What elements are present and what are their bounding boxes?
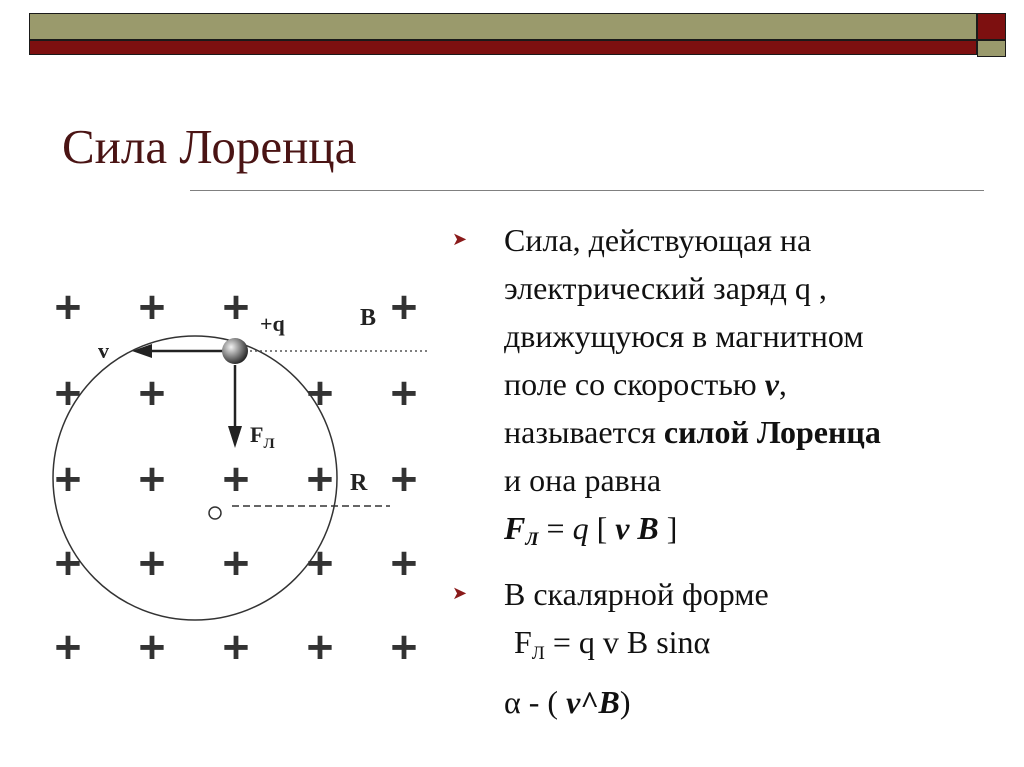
force-arrowhead bbox=[228, 426, 242, 448]
field-cross: + bbox=[53, 459, 83, 499]
field-cross: + bbox=[389, 543, 419, 583]
chevron-right-icon: ➤ bbox=[452, 583, 468, 604]
field-cross: + bbox=[137, 627, 167, 667]
field-cross: + bbox=[305, 543, 335, 583]
header-bar-red bbox=[29, 40, 977, 55]
field-cross: + bbox=[221, 627, 251, 667]
field-cross: + bbox=[137, 543, 167, 583]
bullet2-line1: В скалярной форме bbox=[504, 576, 769, 612]
field-cross: + bbox=[305, 373, 335, 413]
header-square-red bbox=[977, 13, 1006, 40]
header-bar-olive bbox=[29, 13, 977, 40]
bullet-item-definition bbox=[452, 216, 1012, 564]
field-cross: + bbox=[53, 373, 83, 413]
bullet1-line6: и она равна bbox=[504, 462, 662, 498]
field-label: B bbox=[360, 305, 377, 331]
bullet1-line2: электрический заряд q , bbox=[504, 270, 827, 306]
bullet-list bbox=[452, 216, 1012, 726]
field-cross: + bbox=[137, 373, 167, 413]
field-cross: + bbox=[53, 627, 83, 667]
lorentz-force-diagram bbox=[40, 280, 430, 670]
bullet-item-scalar bbox=[452, 570, 1012, 726]
chevron-right-icon: ➤ bbox=[452, 229, 468, 250]
angle-definition: α - ( v^B) bbox=[504, 684, 631, 720]
field-cross: + bbox=[305, 627, 335, 667]
lorentz-formula: $F_Л = q$ [ v B ] bbox=[504, 510, 678, 550]
field-cross: + bbox=[389, 287, 419, 327]
field-cross: + bbox=[53, 543, 83, 583]
field-cross: + bbox=[137, 287, 167, 327]
field-cross: + bbox=[221, 287, 251, 327]
field-cross: + bbox=[305, 459, 335, 499]
field-cross: + bbox=[389, 373, 419, 413]
field-cross: + bbox=[221, 459, 251, 499]
charge-label: +q bbox=[260, 311, 285, 336]
header-square-olive bbox=[977, 40, 1006, 57]
charge-particle bbox=[222, 338, 248, 364]
field-cross: + bbox=[389, 627, 419, 667]
bullet1-line1: Сила, действующая на bbox=[504, 222, 812, 258]
scalar-formula: $F_Л = q$ v B sinα bbox=[514, 624, 711, 664]
bullet1-line4: поле со скоростью v, bbox=[504, 366, 787, 402]
title-underline bbox=[190, 190, 984, 191]
bullet1-line3: движущуюся в магнитном bbox=[504, 318, 864, 354]
radius-label: R bbox=[350, 470, 368, 496]
velocity-label: v bbox=[98, 338, 109, 363]
trajectory-circle bbox=[53, 336, 337, 620]
field-cross: + bbox=[221, 543, 251, 583]
center-point bbox=[209, 507, 221, 519]
field-cross: + bbox=[137, 459, 167, 499]
slide-title: Сила Лоренца bbox=[62, 119, 357, 174]
bullet1-line5: называется силой Лоренца bbox=[504, 414, 881, 450]
field-cross: + bbox=[53, 287, 83, 327]
force-label: $F_Л$ bbox=[250, 422, 275, 452]
field-cross: + bbox=[389, 459, 419, 499]
